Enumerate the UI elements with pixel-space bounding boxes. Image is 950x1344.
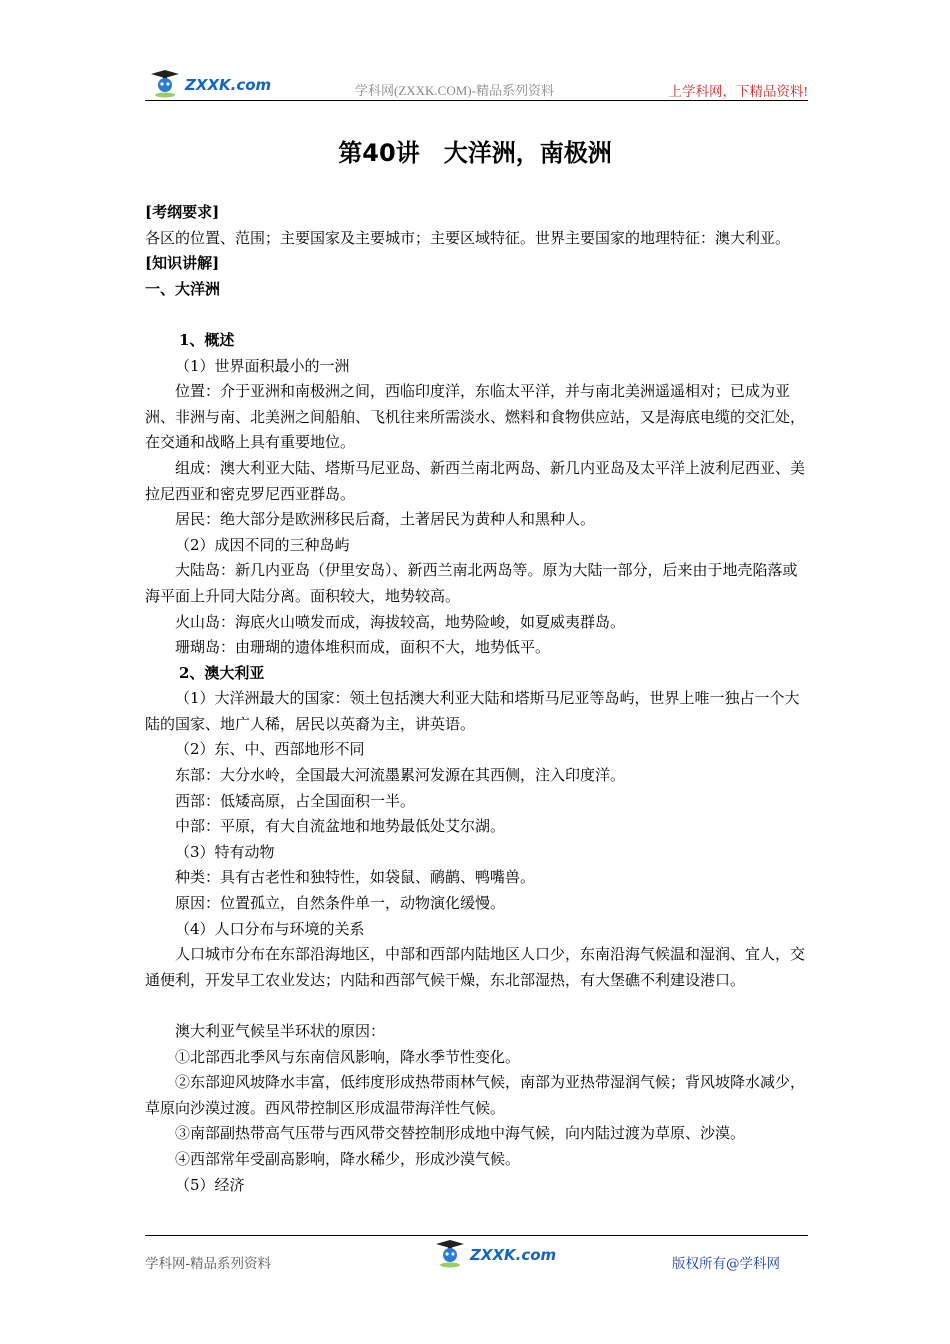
list-item: ④西部常年受副高影响，降水稀少，形成沙漠气候。: [175, 1149, 521, 1168]
paragraph: 原因：位置孤立，自然条件单一，动物演化缓慢。: [175, 894, 506, 913]
subsection-heading: （4）人口分布与环境的关系: [175, 919, 365, 938]
paragraph: 西部：低矮高原，占全国面积一半。: [175, 791, 416, 810]
zxxk-logo: [145, 68, 272, 98]
section-heading: 1、概述: [179, 330, 235, 349]
paragraph: 珊瑚岛：由珊瑚的遗体堆积而成，面积不大，地势低平。: [175, 638, 551, 657]
footer-logo: [430, 1238, 557, 1268]
paragraph: 火山岛：海底火山喷发而成，海拔较高，地势险峻，如夏威夷群岛。: [175, 612, 626, 631]
subsection-heading: （2）成因不同的三种岛屿: [175, 535, 350, 554]
page-title: 第40讲 大洋洲，南极洲: [338, 139, 612, 167]
header-right-text: 上学科网，下精品资料!: [668, 84, 808, 99]
paragraph: 澳大利亚气候呈半环状的原因：: [175, 1022, 386, 1040]
logo-text: ZXXK.com: [470, 1246, 557, 1264]
footer-left-text: 学科网-精品系列资料: [145, 1256, 272, 1272]
document-body: [145, 200, 810, 1198]
subsection-heading: （1）世界面积最小的一洲: [175, 356, 350, 375]
paragraph: 种类：具有古老性和独特性，如袋鼠、鸸鹋、鸭嘴兽。: [175, 868, 536, 887]
part-heading-oceania: 一、大洋洲: [145, 279, 221, 298]
paragraph: （1）大洋洲最大的国家：领土包括澳大利亚大陆和塔斯马尼亚等岛屿，世界上唯一独占一个大陆的国家、地广人稀，居民以英裔为主，讲英语。: [145, 689, 800, 733]
paragraph: 居民：绝大部分是欧洲移民后裔，土著居民为黄种人和黑种人。: [175, 510, 596, 529]
paragraph: 东部：大分水岭，全国最大河流墨累河发源在其西侧，注入印度洋。: [175, 766, 626, 785]
paragraph: 位置：介于亚洲和南极洲之间，西临印度洋，东临太平洋，并与南北美洲遥遥相对；已成为亚洲、非洲与南、北美洲之间船舶、飞机往来所需淡水、燃料和食物供应站，又是海底电缆的交汇处，在交通和战略上具有重要地位。: [145, 382, 806, 452]
page-footer: [145, 1235, 808, 1286]
list-item: ②东部迎风坡降水丰富，低纬度形成热带雨林气候，南部为亚热带湿润气候；背风坡降水减少，草原向沙漠过渡。西风带控制区形成温带海洋性气候。: [145, 1073, 806, 1117]
logo-text: ZXXK.com: [185, 76, 272, 94]
page-header: [145, 66, 808, 101]
paragraph: 中部：平原，有大自流盆地和地势最低处艾尔湖。: [175, 817, 506, 836]
footer-right-text: 版权所有@学科网: [672, 1256, 780, 1272]
list-item: ③南部副热带高气压带与西风带交替控制形成地中海气候，向内陆过渡为草原、沙漠。: [175, 1124, 746, 1143]
header-center-text: 学科网(ZXXK.COM)-精品系列资料: [355, 83, 554, 98]
section-heading: 2、澳大利亚: [179, 663, 265, 682]
paragraph: 人口城市分布在东部沿海地区，中部和西部内陆地区人口少，东南沿海气候温和湿润、宜人，交通便利，开发早工农业发达；内陆和西部气候干燥，东北部湿热，有大堡礁不利建设港口。: [145, 945, 806, 989]
paragraph: 大陆岛：新几内亚岛（伊里安岛）、新西兰南北两岛等。原为大陆一部分，后来由于地壳陷落或海平面上升同大陆分离。面积较大，地势较高。: [145, 561, 798, 605]
knowledge-heading: [知识讲解]: [145, 254, 220, 273]
list-item: ①北部西北季风与东南信风影响，降水季节性变化。: [175, 1047, 521, 1066]
subsection-heading: （5）经济: [175, 1175, 245, 1194]
paragraph: 组成：澳大利亚大陆、塔斯马尼亚岛、新西兰南北两岛、新几内亚岛及太平洋上波利尼西亚、美拉尼西亚和密克罗尼西亚群岛。: [145, 458, 806, 503]
subsection-heading: （2）东、中、西部地形不同: [175, 740, 365, 759]
requirements-heading: [考纲要求]: [145, 203, 220, 221]
subsection-heading: （3）特有动物: [175, 842, 275, 861]
requirements-text: 各区的位置、范围；主要国家及主要城市；主要区域特征。世界主要国家的地理特征：澳大利亚。: [145, 228, 791, 247]
